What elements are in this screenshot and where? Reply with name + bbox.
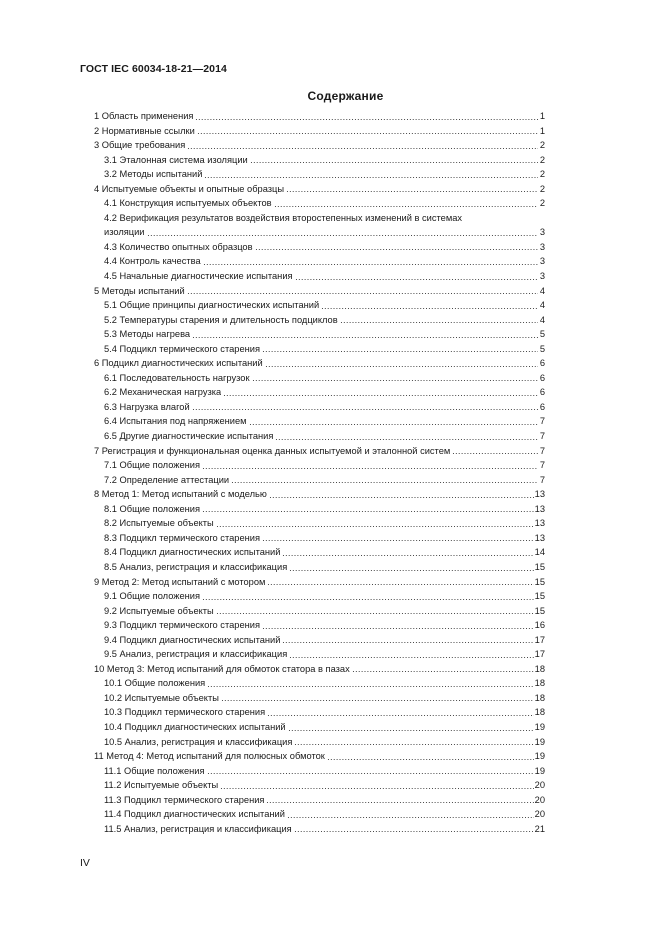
toc-page-number: 6 <box>539 358 545 369</box>
toc-entry[interactable] <box>94 749 545 764</box>
toc-page-number: 17 <box>534 634 545 645</box>
toc-page-number: 18 <box>534 707 545 718</box>
toc-dot-leader <box>147 228 539 237</box>
toc-entry[interactable] <box>94 633 545 648</box>
table-of-contents <box>94 109 545 836</box>
toc-entry-text: 4.4 Контроль качества <box>104 256 201 267</box>
toc-page-number: 16 <box>534 620 545 631</box>
toc-dot-leader <box>265 359 538 368</box>
toc-entry[interactable] <box>94 764 545 779</box>
toc-page-number: 14 <box>534 547 545 558</box>
toc-page-number: 13 <box>534 503 545 514</box>
toc-entry-text: 4.5 Начальные диагностические испытания <box>104 271 293 282</box>
toc-entry[interactable] <box>94 400 545 415</box>
toc-entry[interactable] <box>94 327 545 342</box>
page-number: IV <box>80 857 90 869</box>
toc-entry-text: 5 Методы испытаний <box>94 285 185 296</box>
toc-page-number: 2 <box>539 154 545 165</box>
toc-entry-text: 10.2 Испытуемые объекты <box>104 692 219 703</box>
toc-entry-text: 8.4 Подцикл диагностических испытаний <box>104 547 281 558</box>
toc-entry-text: 8.3 Подцикл термического старения <box>104 532 260 543</box>
toc-page-number: 19 <box>534 765 545 776</box>
toc-dot-leader <box>267 577 533 586</box>
toc-page-number: 6 <box>539 387 545 398</box>
toc-page-number: 2 <box>539 169 545 180</box>
toc-dot-leader <box>289 563 533 572</box>
toc-dot-leader <box>203 257 538 266</box>
toc-page-number: 5 <box>539 343 545 354</box>
toc-page-number: 7 <box>539 431 545 442</box>
toc-entry-text: 10.1 Общие положения <box>104 678 206 689</box>
toc-entry[interactable] <box>94 429 545 444</box>
toc-page-number: 20 <box>534 794 545 805</box>
toc-entry[interactable] <box>94 676 545 691</box>
toc-page-number: 13 <box>534 518 545 529</box>
toc-page-number: 15 <box>534 591 545 602</box>
toc-entry-text: 6.5 Другие диагностические испытания <box>104 431 274 442</box>
toc-dot-leader <box>207 679 533 688</box>
toc-page-number: 3 <box>539 241 545 252</box>
toc-entry[interactable] <box>94 531 545 546</box>
toc-entry-text: 4.2 Верификация результатов воздействия второстепенных изменений в системах <box>104 212 463 223</box>
toc-entry-text: 6.2 Механическая нагрузка <box>104 387 222 398</box>
toc-entry[interactable] <box>94 545 545 560</box>
toc-entry-text: 10 Метод 3: Метод испытаний для обмоток статора в пазах <box>94 663 350 674</box>
toc-entry-text: 5.1 Общие принципы диагностических испытаний <box>104 300 320 311</box>
toc-entry-text: 6.1 Последовательность нагрузок <box>104 372 250 383</box>
toc-entry[interactable] <box>94 138 545 153</box>
toc-page-number: 3 <box>539 256 545 267</box>
toc-page-number: 19 <box>534 736 545 747</box>
toc-entry[interactable] <box>94 240 545 255</box>
toc-entry[interactable] <box>94 414 545 429</box>
toc-dot-leader <box>289 650 533 659</box>
toc-page-number: 17 <box>534 649 545 660</box>
toc-dot-leader <box>266 795 533 804</box>
toc-entry[interactable] <box>94 691 545 706</box>
toc-entry[interactable] <box>94 444 545 459</box>
toc-dot-leader <box>287 810 534 819</box>
toc-entry-text: 5.2 Температуры старения и длительность подциклов <box>104 314 338 325</box>
toc-entry[interactable] <box>94 487 545 502</box>
toc-dot-leader <box>452 446 538 455</box>
toc-page-number: 20 <box>534 780 545 791</box>
toc-entry-text: 7.2 Определение аттестации <box>104 474 230 485</box>
toc-dot-leader <box>282 548 533 557</box>
toc-entry[interactable] <box>94 254 545 269</box>
toc-entry[interactable] <box>94 793 545 808</box>
toc-entry[interactable] <box>94 647 545 662</box>
toc-dot-leader <box>294 824 534 833</box>
toc-page-number: 15 <box>534 561 545 572</box>
toc-entry[interactable] <box>94 778 545 793</box>
toc-dot-leader <box>207 766 534 775</box>
toc-dot-leader <box>288 723 534 732</box>
toc-page-number: 6 <box>539 401 545 412</box>
toc-page-number: 7 <box>539 416 545 427</box>
toc-dot-leader <box>269 490 534 499</box>
toc-entry[interactable] <box>94 124 545 139</box>
toc-page-number: 2 <box>539 183 545 194</box>
document-standard-number: ГОСТ IEC 60034-18-21—2014 <box>80 63 227 75</box>
toc-entry[interactable] <box>94 575 545 590</box>
toc-entry[interactable] <box>94 473 545 488</box>
toc-dot-leader <box>267 708 534 717</box>
toc-page-number: 19 <box>534 751 545 762</box>
toc-page-number: 2 <box>539 140 545 151</box>
toc-dot-leader <box>250 155 538 164</box>
toc-dot-leader <box>221 693 534 702</box>
toc-dot-leader <box>282 635 533 644</box>
toc-page-number: 6 <box>539 372 545 383</box>
toc-entry[interactable] <box>94 182 545 197</box>
toc-entry-text: 10.4 Подцикл диагностических испытаний <box>104 721 286 732</box>
toc-entry[interactable] <box>94 153 545 168</box>
toc-entry-text: 10.3 Подцикл термического старения <box>104 707 266 718</box>
toc-entry[interactable] <box>94 196 545 211</box>
toc-dot-leader <box>340 315 538 324</box>
toc-entry[interactable] <box>94 342 545 357</box>
toc-dot-leader <box>231 475 538 484</box>
toc-dot-leader <box>252 373 538 382</box>
toc-entry-text: 3 Общие требования <box>94 140 186 151</box>
toc-dot-leader <box>294 737 533 746</box>
toc-dot-leader <box>192 402 538 411</box>
toc-dot-leader <box>275 432 538 441</box>
toc-entry[interactable] <box>94 211 545 240</box>
toc-entry-text: 6.3 Нагрузка влагой <box>104 401 190 412</box>
toc-dot-leader <box>202 592 534 601</box>
toc-entry[interactable] <box>94 560 545 575</box>
toc-entry[interactable] <box>94 385 545 400</box>
toc-dot-leader <box>327 752 534 761</box>
toc-page-number: 13 <box>534 532 545 543</box>
toc-entry[interactable] <box>94 284 545 299</box>
toc-entry-text: 11.1 Общие положения <box>104 765 205 776</box>
toc-page-number: 5 <box>539 329 545 340</box>
toc-dot-leader <box>223 388 538 397</box>
toc-page-number: 13 <box>534 489 545 500</box>
toc-dot-leader <box>262 621 534 630</box>
toc-dot-leader <box>216 519 534 528</box>
toc-dot-leader <box>321 301 538 310</box>
toc-entry-text: 8 Метод 1: Метод испытаний с моделью <box>94 489 267 500</box>
toc-title: Содержание <box>307 89 384 103</box>
toc-entry[interactable] <box>94 604 545 619</box>
toc-entry-text: 9.4 Подцикл диагностических испытаний <box>104 634 281 645</box>
toc-entry-text: 9.1 Общие положения <box>104 591 201 602</box>
toc-page-number: 21 <box>534 823 545 834</box>
toc-dot-leader <box>274 199 538 208</box>
toc-page-number: 4 <box>539 300 545 311</box>
toc-entry-text: 3.2 Методы испытаний <box>104 169 203 180</box>
toc-entry[interactable] <box>94 807 545 822</box>
toc-entry[interactable] <box>94 822 545 837</box>
toc-entry-text: 11.5 Анализ, регистрация и классификация <box>104 823 292 834</box>
toc-entry-text: 9.3 Подцикл термического старения <box>104 620 260 631</box>
toc-entry[interactable] <box>94 735 545 750</box>
toc-page-number: 4 <box>539 285 545 296</box>
toc-entry[interactable] <box>94 356 545 371</box>
toc-page-number: 3 <box>539 227 545 238</box>
toc-entry-text: 5.3 Методы нагрева <box>104 329 191 340</box>
toc-entry-text: 9.2 Испытуемые объекты <box>104 605 214 616</box>
toc-entry-text: 11 Метод 4: Метод испытаний для полюсных обмоток <box>94 751 325 762</box>
toc-dot-leader <box>295 272 538 281</box>
toc-entry[interactable] <box>94 516 545 531</box>
toc-dot-leader <box>216 606 534 615</box>
toc-entry[interactable] <box>94 109 545 124</box>
toc-page-number: 4 <box>539 314 545 325</box>
toc-entry-text: 4 Испытуемые объекты и опытные образцы <box>94 183 285 194</box>
toc-entry[interactable] <box>94 662 545 677</box>
toc-entry[interactable] <box>94 167 545 182</box>
toc-entry-text: 2 Нормативные ссылки <box>94 125 195 136</box>
toc-page-number: 3 <box>539 271 545 282</box>
toc-page-number: 1 <box>539 125 545 136</box>
toc-dot-leader <box>204 170 538 179</box>
toc-dot-leader <box>286 184 538 193</box>
toc-entry-line2 <box>94 225 545 240</box>
toc-dot-leader <box>262 533 534 542</box>
toc-page-number: 7 <box>539 474 545 485</box>
toc-entry-text: 7 Регистрация и функциональная оценка данных испытуемой и эталонной систем <box>94 445 451 456</box>
toc-entry[interactable] <box>94 589 545 604</box>
toc-dot-leader <box>197 126 538 135</box>
toc-entry-text: 11.3 Подцикл термического старения <box>104 794 265 805</box>
toc-entry-text: 5.4 Подцикл термического старения <box>104 343 260 354</box>
toc-entry-text: 4.3 Количество опытных образцов <box>104 241 253 252</box>
toc-entry-text-continued: изоляции <box>104 227 145 238</box>
toc-entry-text: 8.1 Общие положения <box>104 503 201 514</box>
toc-page-number: 18 <box>534 692 545 703</box>
toc-dot-leader <box>352 664 534 673</box>
toc-entry[interactable] <box>94 502 545 517</box>
toc-page-number: 15 <box>534 576 545 587</box>
toc-entry-text: 3.1 Эталонная система изоляции <box>104 154 248 165</box>
toc-entry-text: 6 Подцикл диагностических испытаний <box>94 358 263 369</box>
toc-page-number: 18 <box>534 663 545 674</box>
toc-page-number: 18 <box>534 678 545 689</box>
toc-dot-leader <box>195 112 538 121</box>
toc-entry-text: 1 Область применения <box>94 111 194 121</box>
toc-entry-text: 6.4 Испытания под напряжением <box>104 416 247 427</box>
toc-entry[interactable] <box>94 720 545 735</box>
toc-dot-leader <box>220 781 533 790</box>
toc-dot-leader <box>202 461 538 470</box>
toc-dot-leader <box>255 242 538 251</box>
toc-entry-text: 9.5 Анализ, регистрация и классификация <box>104 649 288 660</box>
toc-page-number: 15 <box>534 605 545 616</box>
toc-entry-text: 10.5 Анализ, регистрация и классификация <box>104 736 293 747</box>
toc-entry-text: 4.1 Конструкция испытуемых объектов <box>104 198 272 209</box>
toc-page-number: 20 <box>534 809 545 820</box>
toc-page-number: 2 <box>539 198 545 209</box>
toc-entry-text: 8.5 Анализ, регистрация и классификация <box>104 561 288 572</box>
toc-dot-leader <box>187 141 538 150</box>
toc-page-number: 19 <box>534 721 545 732</box>
toc-entry-text: 8.2 Испытуемые объекты <box>104 518 214 529</box>
toc-page-number: 7 <box>539 460 545 471</box>
toc-entry[interactable] <box>94 705 545 720</box>
toc-dot-leader <box>192 330 538 339</box>
toc-dot-leader <box>262 344 538 353</box>
toc-entry[interactable] <box>94 298 545 313</box>
toc-entry[interactable] <box>94 618 545 633</box>
toc-entry[interactable] <box>94 458 545 473</box>
toc-dot-leader <box>187 286 538 295</box>
toc-entry[interactable] <box>94 371 545 386</box>
toc-dot-leader <box>249 417 538 426</box>
toc-page-number: 1 <box>539 111 545 121</box>
toc-entry[interactable] <box>94 269 545 284</box>
toc-entry-text: 11.2 Испытуемые объекты <box>104 780 219 791</box>
toc-entry-text: 11.4 Подцикл диагностических испытаний <box>104 809 285 820</box>
toc-entry-text: 7.1 Общие положения <box>104 460 201 471</box>
toc-page-number: 7 <box>539 445 545 456</box>
toc-entry-text: 9 Метод 2: Метод испытаний с мотором <box>94 576 266 587</box>
toc-dot-leader <box>202 504 534 513</box>
toc-entry[interactable] <box>94 313 545 328</box>
